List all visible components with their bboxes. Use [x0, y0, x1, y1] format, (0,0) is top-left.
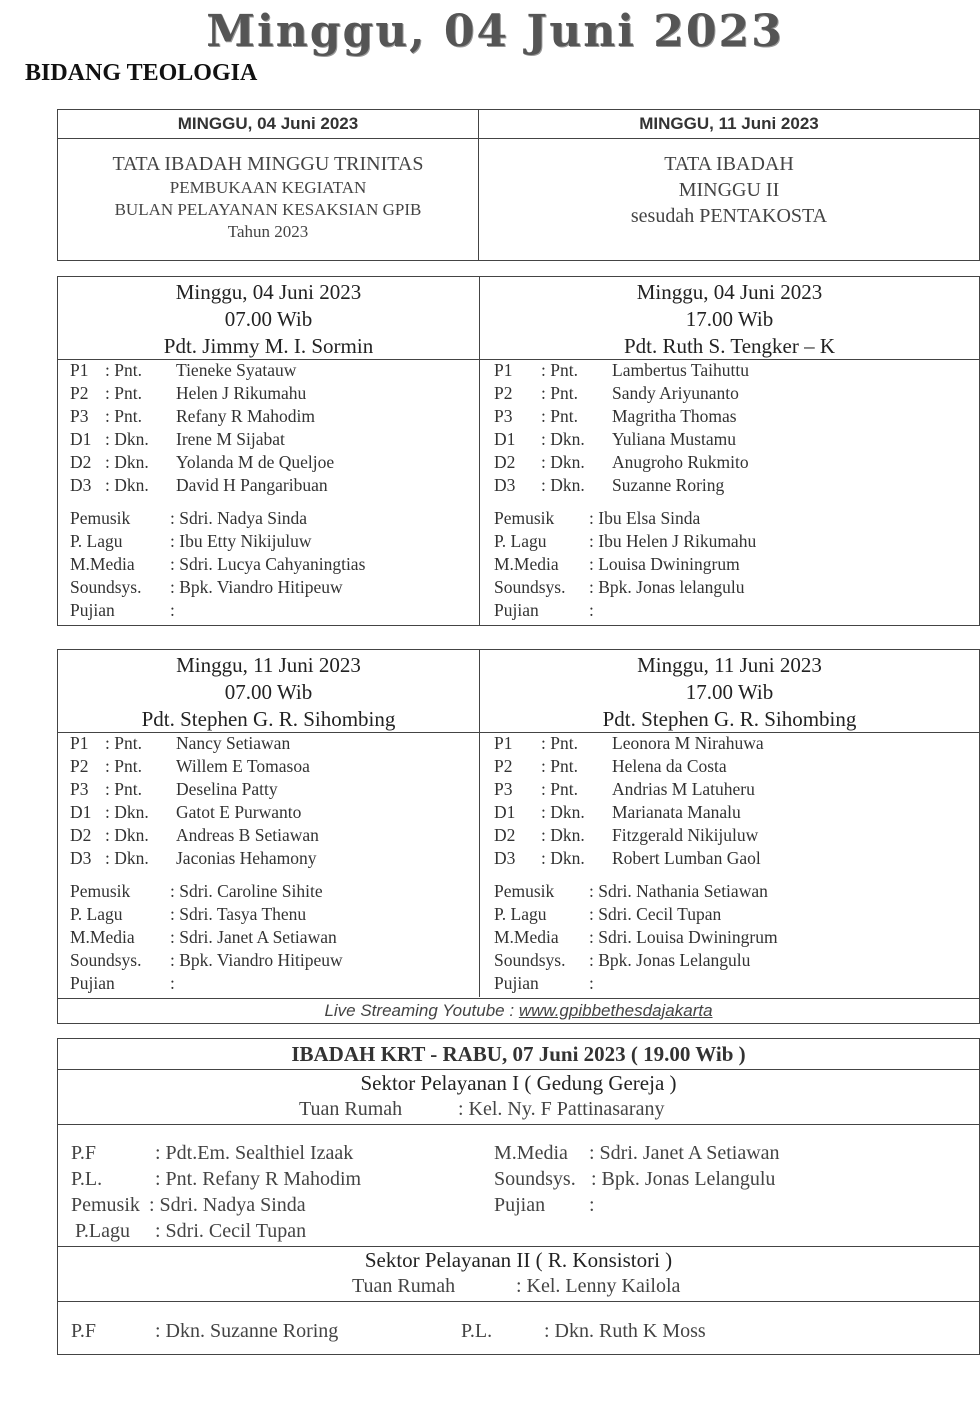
duty-name: Sandy Ariyunanto — [612, 383, 739, 403]
role-role: P. Lagu — [70, 904, 123, 924]
tata-ibadah-left-line: BULAN PELAYANAN KESAKSIAN GPIB — [114, 200, 422, 219]
duty-code: D3 — [70, 475, 92, 495]
role-role: M.Media — [494, 927, 559, 947]
role-role: Pemusik — [70, 881, 131, 901]
tata-ibadah-right-line: MINGGU II — [678, 179, 780, 201]
duty-name: Irene M Sijabat — [176, 429, 285, 449]
duty-code: P3 — [494, 779, 513, 799]
duty-code: P3 — [70, 406, 89, 426]
tata-ibadah-left-line: TATA IBADAH MINGGU TRINITAS — [112, 153, 424, 175]
duty-sep: : Dkn. — [105, 802, 149, 822]
duty-name: Marianata Manalu — [612, 802, 741, 822]
duty-sep: : Pnt. — [541, 733, 578, 753]
krt-value: : Sdri. Janet A Setiawan — [589, 1142, 780, 1164]
duty-name: Robert Lumban Gaol — [612, 848, 761, 868]
duty-name: David H Pangaribuan — [176, 475, 328, 495]
duty-sep: : Dkn. — [541, 452, 585, 472]
role-role: M.Media — [70, 927, 135, 947]
duty-name: Leonora M Nirahuwa — [612, 733, 764, 753]
role-value: : Sdri. Lucya Cahyaningtias — [170, 554, 366, 574]
duty-name: Yuliana Mustamu — [612, 429, 736, 449]
schedule-table-week1 — [57, 276, 980, 626]
tata-ibadah-left-line: PEMBUKAAN KEGIATAN — [169, 178, 367, 197]
duty-code: D2 — [494, 452, 516, 472]
duty-code: D3 — [70, 848, 92, 868]
role-value: : Sdri. Caroline Sihite — [170, 881, 323, 901]
role-value: : Sdri. Cecil Tupan — [589, 904, 722, 924]
duty-sep: : Dkn. — [541, 825, 585, 845]
duty-sep: : Dkn. — [105, 825, 149, 845]
sector1-host-label: Tuan Rumah — [299, 1098, 403, 1120]
role-value: : Ibu Elsa Sinda — [589, 508, 701, 528]
krt-role: Pujian — [494, 1194, 546, 1216]
duty-list — [494, 359, 974, 619]
role-role: Pemusik — [494, 881, 555, 901]
duty-code: P3 — [494, 406, 513, 426]
duty-sep: : Dkn. — [541, 429, 585, 449]
role-value: : — [170, 600, 175, 620]
role-role: Pemusik — [70, 508, 131, 528]
duty-list — [494, 732, 974, 994]
duty-name: Lambertus Taihuttu — [612, 360, 749, 380]
tata-ibadah-right-date: MINGGU, 11 Juni 2023 — [639, 114, 819, 133]
role-value: : Bpk. Jonas lelangulu — [589, 577, 745, 597]
duty-sep: : Pnt. — [105, 383, 142, 403]
sector2-name: Sektor Pelayanan II ( R. Konsistori ) — [364, 1248, 673, 1272]
role-value: : Sdri. Janet A Setiawan — [170, 927, 337, 947]
role-role: Pujian — [70, 973, 115, 993]
role-role: Soundsys. — [70, 577, 142, 597]
krt-value: : Pdt.Em. Sealthiel Izaak — [155, 1142, 354, 1164]
krt-value: : Bpk. Jonas Lelangulu — [591, 1168, 776, 1190]
role-value: : Louisa Dwiningrum — [589, 554, 740, 574]
duty-code: P2 — [70, 756, 89, 776]
duty-sep: : Dkn. — [105, 429, 149, 449]
krt-role: Soundsys. — [494, 1168, 576, 1190]
schedule-table-week2 — [57, 649, 980, 1024]
krt-role: P.Lagu — [75, 1220, 130, 1242]
duty-sep: : Pnt. — [541, 779, 578, 799]
duty-name: Suzanne Roring — [612, 475, 725, 495]
role-role: P. Lagu — [494, 531, 547, 551]
duty-code: P2 — [70, 383, 89, 403]
role-value: : Sdri. Louisa Dwiningrum — [589, 927, 778, 947]
duty-name: Andreas B Setiawan — [176, 825, 319, 845]
duty-sep: : Pnt. — [105, 756, 142, 776]
service-time: 07.00 Wib — [224, 307, 313, 331]
duty-name: Refany R Mahodim — [176, 406, 316, 426]
role-value: : Ibu Etty Nikijuluw — [170, 531, 312, 551]
tata-ibadah-table — [57, 109, 980, 261]
duty-code: P3 — [70, 779, 89, 799]
duty-code: D2 — [70, 825, 92, 845]
role-role: P. Lagu — [494, 904, 547, 924]
role-role: P. Lagu — [70, 531, 123, 551]
duty-name: Helena da Costa — [612, 756, 727, 776]
role-value: : Sdri. Tasya Thenu — [170, 904, 307, 924]
role-role: Soundsys. — [494, 577, 566, 597]
service-pastor: Pdt. Jimmy M. I. Sormin — [163, 334, 374, 358]
service-pastor: Pdt. Stephen G. R. Sihombing — [602, 707, 857, 731]
role-value: : Bpk. Viandro Hitipeuw — [170, 950, 343, 970]
streaming-label: Live Streaming Youtube : — [324, 1001, 519, 1020]
role-value: : Bpk. Viandro Hitipeuw — [170, 577, 343, 597]
role-role: Pemusik — [494, 508, 555, 528]
role-role: M.Media — [494, 554, 559, 574]
duty-code: P1 — [494, 733, 513, 753]
duty-code: P2 — [494, 383, 513, 403]
service-time: 17.00 Wib — [685, 307, 774, 331]
duty-sep: : Pnt. — [105, 406, 142, 426]
section-heading: BIDANG TEOLOGIA — [25, 60, 258, 86]
duty-name: Jaconias Hehamony — [176, 848, 317, 868]
krt-role: M.Media — [494, 1142, 568, 1164]
service-time: 07.00 Wib — [224, 680, 313, 704]
service-header — [58, 652, 479, 733]
duty-sep: : Pnt. — [105, 360, 142, 380]
role-value: : Sdri. Nadya Sinda — [170, 508, 308, 528]
krt-value: : Pnt. Refany R Mahodim — [155, 1168, 362, 1190]
service-date: Minggu, 11 Juni 2023 — [176, 653, 361, 677]
role-role: Pujian — [494, 973, 539, 993]
role-value: : Sdri. Nathania Setiawan — [589, 881, 768, 901]
krt-role: Pemusik — [71, 1194, 140, 1216]
duty-name: Tieneke Syatauw — [176, 360, 297, 380]
service-date: Minggu, 11 Juni 2023 — [637, 653, 822, 677]
duty-name: Fitzgerald Nikijuluw — [612, 825, 759, 845]
krt-title: IBADAH KRT - RABU, 07 Juni 2023 ( 19.00 Wib ) — [291, 1042, 746, 1066]
krt-table — [57, 1038, 980, 1355]
duty-sep: : Pnt. — [105, 733, 142, 753]
service-date: Minggu, 04 Juni 2023 — [175, 280, 362, 304]
duty-list — [70, 732, 470, 994]
duty-code: D1 — [70, 429, 92, 449]
duty-sep: : Pnt. — [541, 360, 578, 380]
sector2-host-label: Tuan Rumah — [352, 1275, 456, 1297]
duty-code: D2 — [70, 452, 92, 472]
duty-sep: : Dkn. — [541, 475, 585, 495]
page-title: Minggu, 04 Juni 2023 — [206, 6, 784, 57]
sector2-host-value: : Kel. Lenny Kailola — [516, 1275, 681, 1297]
role-value: : — [589, 973, 594, 993]
duty-name: Nancy Setiawan — [176, 733, 291, 753]
streaming-note — [58, 1001, 979, 1021]
duty-list — [70, 359, 470, 619]
duty-sep: : Dkn. — [541, 848, 585, 868]
krt-value: : Sdri. Cecil Tupan — [155, 1220, 307, 1242]
service-time: 17.00 Wib — [685, 680, 774, 704]
tata-ibadah-left-text — [58, 151, 478, 243]
krt-value: : Dkn. Ruth K Moss — [544, 1320, 706, 1342]
duty-name: Willem E Tomasoa — [176, 756, 310, 776]
tata-ibadah-left-line: Tahun 2023 — [227, 222, 309, 241]
role-role: Pujian — [494, 600, 539, 620]
krt-value: : Dkn. Suzanne Roring — [155, 1320, 339, 1342]
role-value: : — [589, 600, 594, 620]
tata-ibadah-right-line: sesudah PENTAKOSTA — [630, 205, 828, 227]
duty-name: Helen J Rikumahu — [176, 383, 307, 403]
krt-role: P.F — [71, 1142, 97, 1164]
sector1-host-value: : Kel. Ny. F Pattinasarany — [458, 1098, 665, 1120]
role-role: Pujian — [70, 600, 115, 620]
duty-sep: : Dkn. — [105, 475, 149, 495]
role-value: : — [170, 973, 175, 993]
duty-code: D3 — [494, 475, 516, 495]
service-pastor: Pdt. Ruth S. Tengker – K — [623, 334, 836, 358]
service-date: Minggu, 04 Juni 2023 — [636, 280, 823, 304]
duty-name: Magritha Thomas — [612, 406, 737, 426]
duty-code: D1 — [70, 802, 92, 822]
krt-role: P.L. — [71, 1168, 103, 1190]
duty-sep: : Pnt. — [541, 756, 578, 776]
role-value: : Ibu Helen J Rikumahu — [589, 531, 757, 551]
service-pastor: Pdt. Stephen G. R. Sihombing — [141, 707, 396, 731]
duty-code: D1 — [494, 429, 516, 449]
duty-name: Anugroho Rukmito — [612, 452, 749, 472]
duty-code: P1 — [494, 360, 513, 380]
service-header — [58, 279, 479, 360]
role-role: Soundsys. — [70, 950, 142, 970]
duty-code: D3 — [494, 848, 516, 868]
duty-sep: : Dkn. — [105, 848, 149, 868]
duty-code: D2 — [494, 825, 516, 845]
sector1-name: Sektor Pelayanan I ( Gedung Gereja ) — [360, 1071, 677, 1095]
krt-role: P.F — [71, 1320, 97, 1342]
tata-ibadah-right-text — [479, 151, 979, 229]
service-header — [480, 652, 979, 733]
krt-role: P.L. — [461, 1320, 493, 1342]
tata-ibadah-left-date: MINGGU, 04 Juni 2023 — [177, 114, 359, 133]
duty-name: Andrias M Latuheru — [612, 779, 755, 799]
streaming-link[interactable]: www.gpibbethesdajakarta — [518, 1001, 713, 1020]
duty-code: D1 — [494, 802, 516, 822]
tata-ibadah-right-line: TATA IBADAH — [664, 153, 794, 175]
krt-value: : — [589, 1194, 595, 1216]
krt-value: : Sdri. Nadya Sinda — [149, 1194, 306, 1216]
duty-sep: : Pnt. — [541, 383, 578, 403]
duty-sep: : Pnt. — [541, 406, 578, 426]
duty-name: Deselina Patty — [176, 779, 278, 799]
role-value: : Bpk. Jonas Lelangulu — [589, 950, 751, 970]
service-header — [480, 279, 979, 360]
duty-code: P2 — [494, 756, 513, 776]
duty-name: Gatot E Purwanto — [176, 802, 302, 822]
duty-code: P1 — [70, 360, 89, 380]
role-role: Soundsys. — [494, 950, 566, 970]
role-role: M.Media — [70, 554, 135, 574]
duty-sep: : Dkn. — [105, 452, 149, 472]
duty-sep: : Pnt. — [105, 779, 142, 799]
duty-code: P1 — [70, 733, 89, 753]
duty-name: Yolanda M de Queljoe — [176, 452, 335, 472]
duty-sep: : Dkn. — [541, 802, 585, 822]
